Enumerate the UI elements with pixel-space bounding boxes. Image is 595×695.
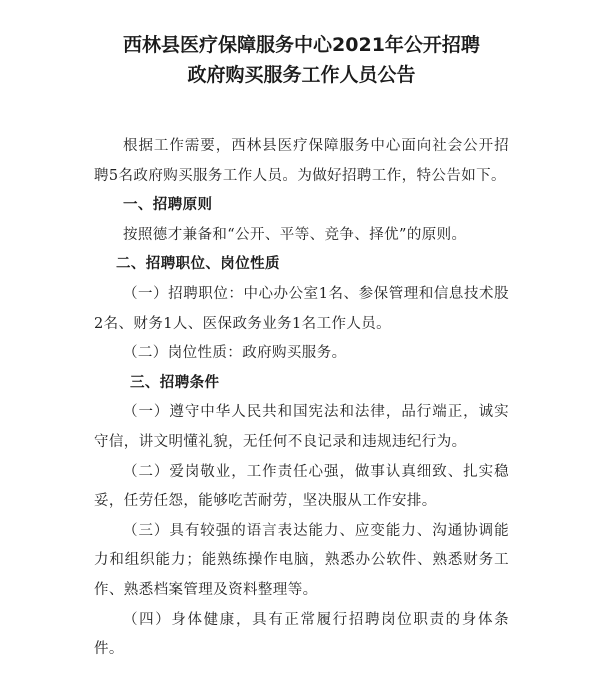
section-2-heading: 二、招聘职位、岗位性质 [116, 256, 280, 273]
section-3-item-1: （一）遵守中华人民共和国宪法和法律，品行端正，诚实守信，讲文明懂礼貌，无任何不良记录和违规违纪行为。 [94, 404, 509, 450]
section-3-item-3: （三）具有较强的语言表达能力、应变能力、沟通协调能力和组织能力；能熟练操作电脑，熟悉办公软件、熟悉财务工作、熟悉档案管理及资料整理等。 [94, 522, 509, 598]
section-2-item-1: （一）招聘职位：中心办公室1名、参保管理和信息技术股2名、财务1人、医保政务业务1名工作人员。 [94, 285, 509, 332]
section-3-item-2: （二）爱岗敬业，工作责任心强，做事认真细致、扎实稳妥，任劳任怨，能够吃苦耐劳，坚决服从工作安排。 [94, 463, 509, 510]
document-title [94, 30, 509, 90]
title-line-2: 政府购买服务工作人员公告 [187, 64, 416, 86]
section-3-item-4: （四）身体健康，具有正常履行招聘岗位职责的身体条件。 [94, 611, 509, 658]
section-1-heading: 一、招聘原则 [123, 197, 213, 214]
section-3-heading: 三、招聘条件 [130, 374, 220, 391]
document-body [94, 132, 509, 665]
section-1-text: 按照德才兼备和“公开、平等、竞争、择优”的原则。 [123, 226, 467, 243]
section-2-item-2: （二）岗位性质：政府购买服务。 [123, 345, 347, 362]
title-line-1: 西林县医疗保障服务中心2021年公开招聘 [123, 34, 480, 56]
intro-paragraph: 根据工作需要，西林县医疗保障服务中心面向社会公开招聘5名政府购买服务工作人员。为做好招聘工作，特公告如下。 [94, 138, 509, 184]
